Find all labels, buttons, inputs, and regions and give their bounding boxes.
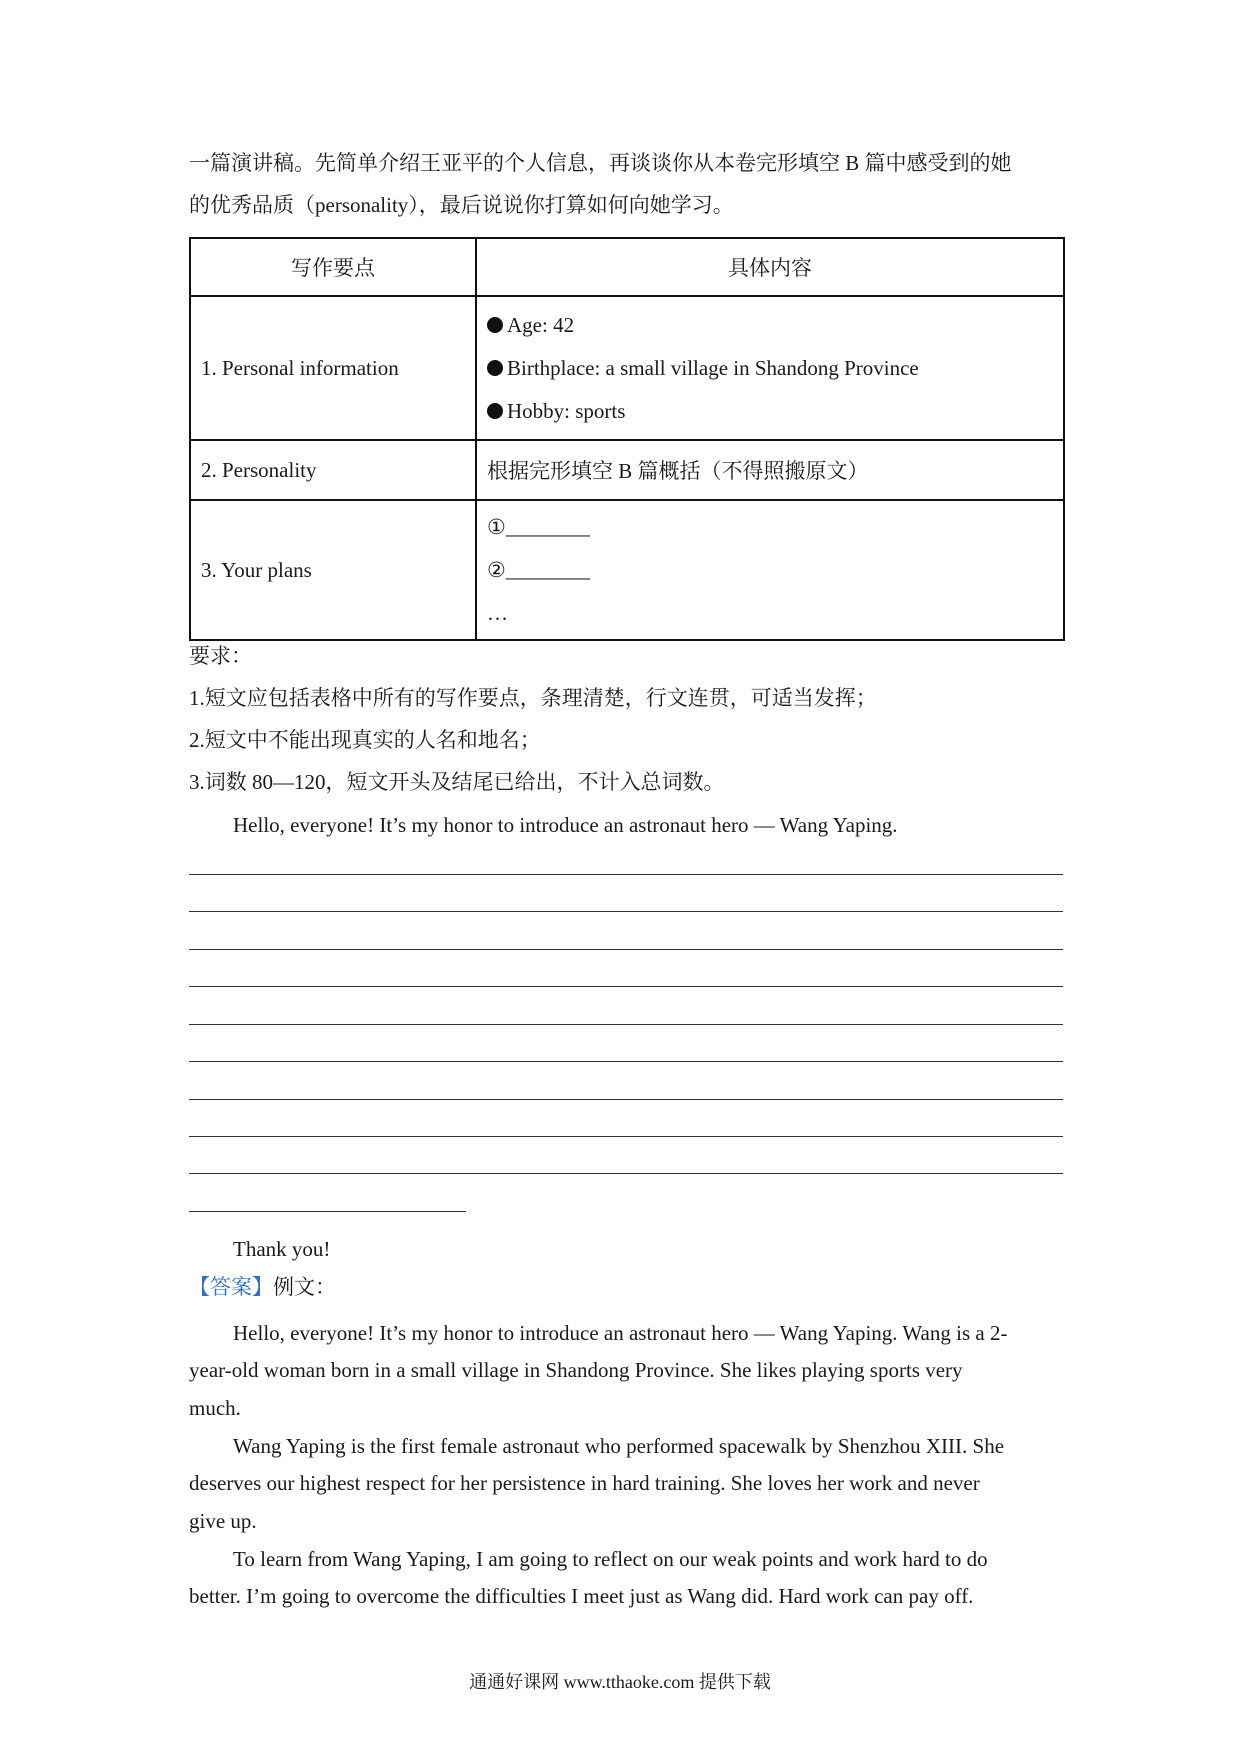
list-item: Birthplace: a small village in Shandong Province — [487, 347, 1053, 390]
requirements-title: 要求： — [189, 644, 252, 668]
row-label-personality: 2. Personality — [190, 440, 476, 500]
list-item: Hobby: sports — [487, 390, 1053, 433]
answer-line: To learn from Wang Yaping, I am going to reflect on our weak points and work hard to do — [233, 1547, 988, 1571]
answer-line: Wang Yaping is the first female astronaut who performed spacewalk by Shenzhou XIII. She — [233, 1434, 1005, 1458]
writing-line — [189, 949, 1063, 950]
answer-line: give up. — [189, 1509, 257, 1533]
answer-line: better. I’m going to overcome the difficulties I meet just as Wang did. Hard work can pay off. — [189, 1584, 974, 1608]
intro-line-2: 的优秀品质（personality），最后说说你打算如何向她学习。 — [189, 193, 734, 217]
requirement-item-3: 3.词数 80—120，短文开头及结尾已给出，不计入总词数。 — [189, 770, 725, 794]
header-writing-points: 写作要点 — [190, 238, 476, 296]
list-item: … — [487, 600, 508, 625]
header-specific-content: 具体内容 — [476, 238, 1064, 296]
table-row — [190, 440, 1064, 500]
list-item: ①________ — [487, 514, 590, 539]
personality-content: 根据完形填空 B 篇概括（不得照搬原文） — [476, 440, 1064, 500]
list-item: Age: 42 — [487, 304, 1053, 347]
bullet-icon — [487, 403, 503, 419]
essay-closing: Thank you! — [233, 1237, 331, 1261]
writing-line — [189, 911, 1063, 912]
answer-line: year-old woman born in a small village in Shandong Province. She likes playing sports very — [189, 1358, 963, 1382]
page-footer: 通通好课网 www.tthaoke.com 提供下载 — [469, 1672, 771, 1692]
personal-info-items — [476, 296, 1064, 440]
row-label-your-plans: 3. Your plans — [190, 500, 476, 640]
table-row — [190, 500, 1064, 640]
answer-tag: 【答案】 — [189, 1275, 273, 1299]
requirement-item-1: 1.短文应包括表格中所有的写作要点，条理清楚，行文连贯，可适当发挥； — [189, 686, 877, 710]
answer-label: 例文： — [273, 1275, 336, 1299]
writing-line — [189, 986, 1063, 987]
writing-line — [189, 1099, 1063, 1100]
writing-line — [189, 1211, 466, 1212]
row-label-personal-info: 1. Personal information — [190, 296, 476, 440]
answer-heading — [189, 1267, 1069, 1307]
plans-items — [476, 500, 1064, 640]
bullet-icon — [487, 317, 503, 333]
bullet-icon — [487, 360, 503, 376]
writing-points-table — [189, 237, 1065, 641]
writing-line — [189, 1173, 1063, 1174]
list-item: ②________ — [487, 557, 590, 582]
writing-line — [189, 1136, 1063, 1137]
writing-line — [189, 1024, 1063, 1025]
writing-line — [189, 1061, 1063, 1062]
answer-line: much. — [189, 1396, 241, 1420]
answer-line: Hello, everyone! It’s my honor to introduce an astronaut hero — Wang Yaping. Wang is a 2- — [233, 1321, 1008, 1345]
writing-line — [189, 874, 1063, 875]
intro-line-1: 一篇演讲稿。先简单介绍王亚平的个人信息，再谈谈你从本卷完形填空 B 篇中感受到的她 — [189, 151, 1012, 175]
essay-opening: Hello, everyone! It’s my honor to introduce an astronaut hero — Wang Yaping. — [233, 813, 898, 837]
answer-line: deserves our highest respect for her persistence in hard training. She loves her work and never — [189, 1471, 980, 1495]
table-row — [190, 296, 1064, 440]
table-header-row — [190, 238, 1064, 296]
requirement-item-2: 2.短文中不能出现真实的人名和地名； — [189, 728, 541, 752]
